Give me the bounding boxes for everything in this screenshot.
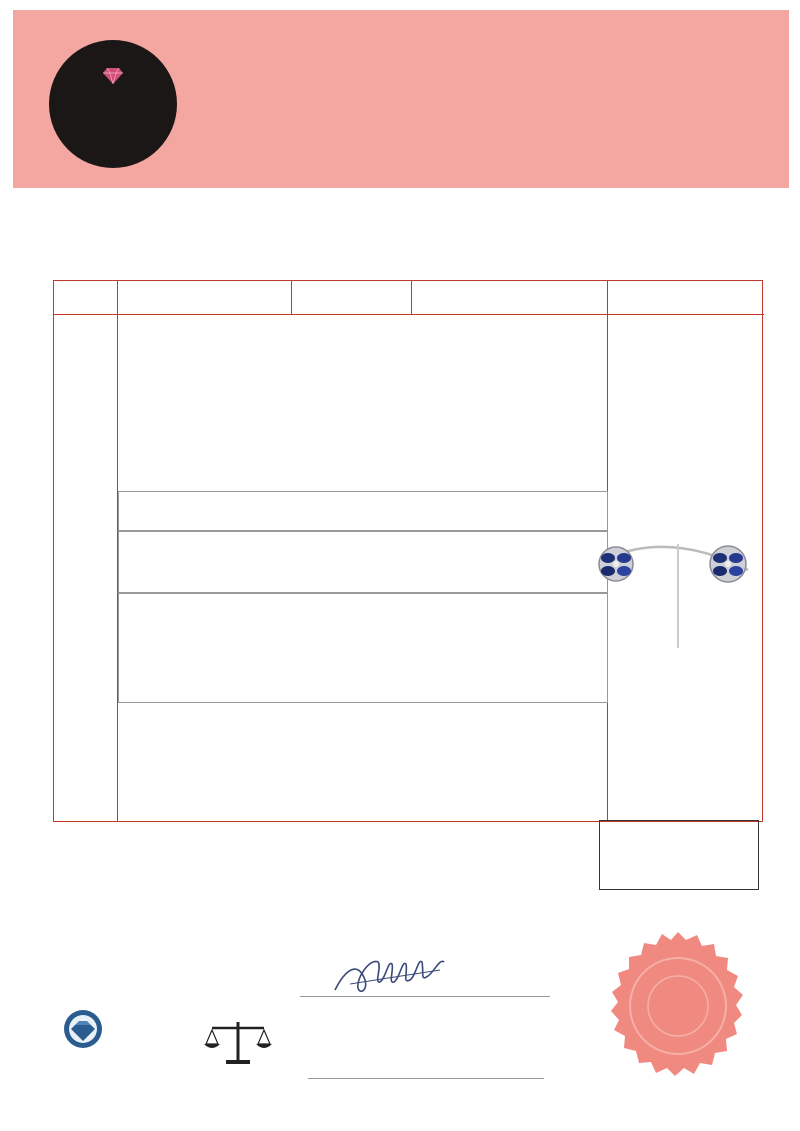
spec-line	[118, 376, 608, 387]
signature-line	[300, 996, 550, 997]
right-earring	[710, 546, 746, 582]
sapphire-section	[118, 531, 608, 593]
description-header	[118, 281, 292, 315]
date-line	[308, 1078, 544, 1079]
gaa-gem-icon	[62, 1008, 104, 1050]
description-column	[118, 315, 608, 821]
code-header	[54, 281, 118, 315]
gold-price-header	[412, 281, 608, 315]
specs-section	[118, 365, 608, 398]
spec-line	[118, 387, 608, 398]
earrings-image	[598, 540, 758, 650]
jaa-logo	[56, 934, 206, 936]
diamond-icon	[103, 68, 123, 84]
company-seal-stamp	[598, 928, 758, 1088]
on-behalf-of	[52, 261, 64, 277]
company-logo	[49, 40, 177, 168]
header-banner	[13, 10, 789, 188]
left-earring	[599, 547, 633, 581]
value-header	[608, 281, 764, 315]
description-section	[118, 491, 608, 531]
spec-line	[118, 365, 608, 376]
diamond-section	[118, 593, 608, 703]
insurance-replacement-box	[599, 820, 759, 890]
signature-image	[330, 950, 460, 1000]
aud-header	[292, 281, 412, 315]
code-column	[54, 315, 118, 821]
scales-icon	[200, 1018, 276, 1066]
